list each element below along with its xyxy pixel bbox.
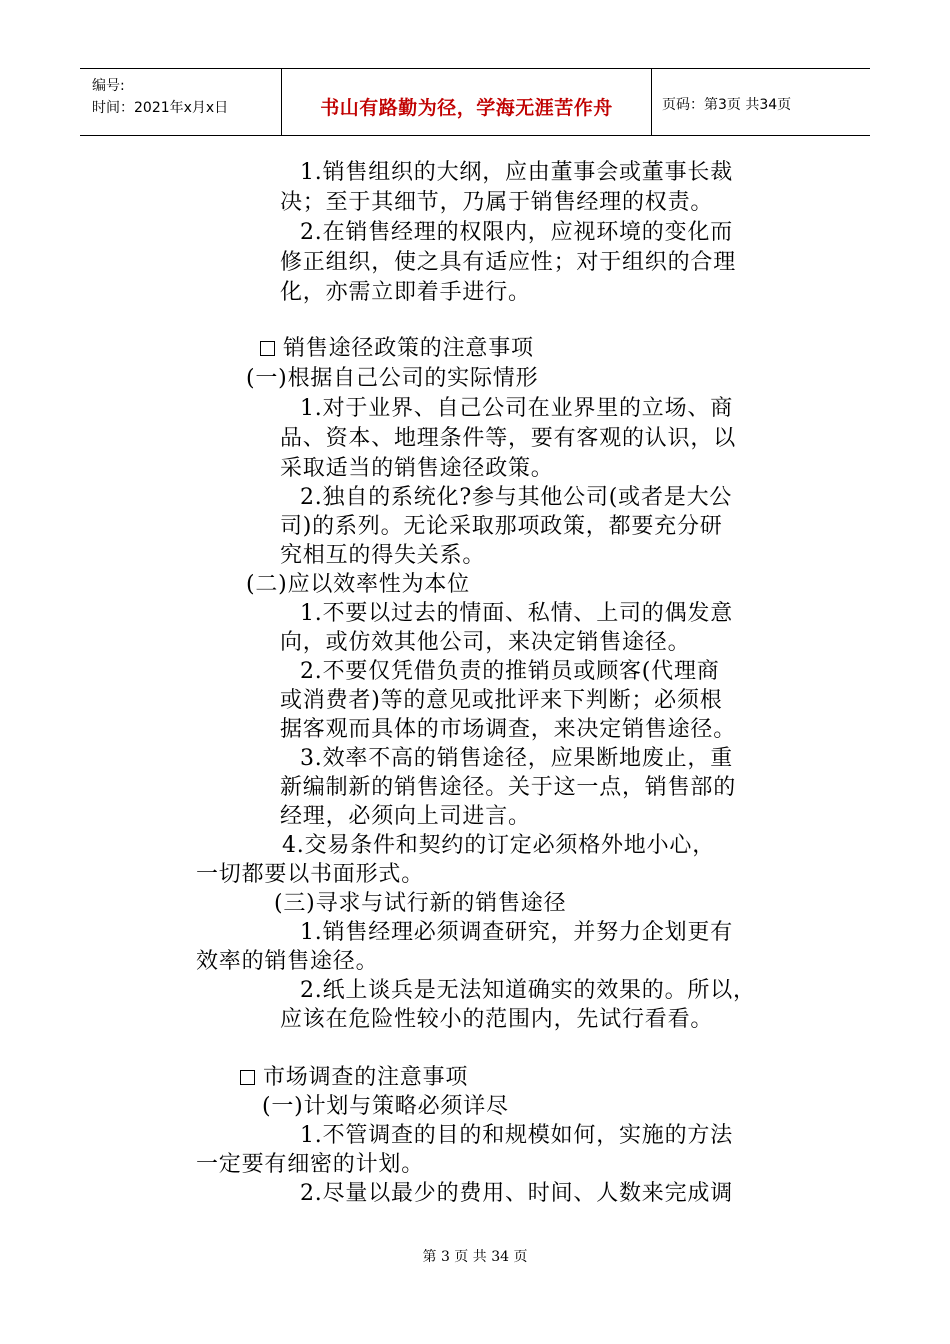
subsection-heading: (一)计划与策略必须详尽 — [262, 1094, 509, 1119]
body-line: 1.销售经理必须调查研究，并努力企划更有 — [300, 920, 733, 945]
body-line: 新编制新的销售途径。关于这一点，销售部的 — [280, 775, 737, 800]
section-heading-text: 市场调查的注意事项 — [263, 1065, 469, 1090]
header-motto-cell — [282, 69, 652, 135]
body-line: 修正组织，使之具有适应性；对于组织的合理 — [280, 250, 737, 275]
body-line: 一切都要以书面形式。 — [196, 862, 425, 887]
header-info-cell — [80, 69, 282, 135]
checkbox-square-icon — [260, 341, 275, 356]
page-number-info: 页码：第3页 共34页 — [662, 97, 792, 113]
section-heading — [240, 1063, 468, 1093]
body-line: 司)的系列。无论采取那项政策，都要充分研 — [280, 514, 723, 539]
body-line: 1.不要以过去的情面、私情、上司的偶发意 — [300, 601, 733, 626]
body-line: 究相互的得失关系。 — [280, 543, 486, 568]
body-line: 或消费者)等的意见或批评来下判断；必须根 — [280, 688, 723, 713]
body-line: 决；至于其细节，乃属于销售经理的权责。 — [280, 190, 714, 215]
motto-text: 书山有路勤为径，学海无涯苦作舟 — [320, 97, 613, 119]
body-line: 1.销售组织的大纲，应由董事会或董事长裁 — [300, 160, 733, 185]
body-line: 2.纸上谈兵是无法知道确实的效果的。所以， — [300, 978, 756, 1003]
subsection-heading: (一)根据自己公司的实际情形 — [246, 366, 539, 391]
header-page-cell — [652, 69, 870, 135]
section-heading-text: 销售途径政策的注意事项 — [283, 336, 534, 361]
body-line: 据客观而具体的市场调查，来决定销售途径。 — [280, 717, 737, 742]
section-heading — [260, 334, 534, 364]
subsection-heading: (三)寻求与试行新的销售途径 — [274, 891, 567, 916]
time-label: 时间：2021年x月x日 — [92, 100, 229, 116]
body-line: 经理，必须向上司进言。 — [280, 804, 531, 829]
serial-number-label: 编号: — [92, 78, 125, 94]
body-line: 3.效率不高的销售途径，应果断地废止，重 — [300, 746, 733, 771]
body-line: 1.不管调查的目的和规模如何，实施的方法 — [300, 1123, 733, 1148]
body-line: 品、资本、地理条件等，要有客观的认识，以 — [280, 426, 737, 451]
body-line: 向，或仿效其他公司，来决定销售途径。 — [280, 630, 691, 655]
subsection-heading: (二)应以效率性为本位 — [246, 572, 470, 597]
body-line: 应该在危险性较小的范围内，先试行看看。 — [280, 1007, 714, 1032]
body-line: 效率的销售途径。 — [196, 949, 379, 974]
body-line: 2.不要仅凭借负责的推销员或顾客(代理商 — [300, 659, 720, 684]
body-line: 2.尽量以最少的费用、时间、人数来完成调 — [300, 1181, 733, 1206]
body-line: 1.对于业界、自己公司在业界里的立场、商 — [300, 396, 733, 421]
body-line: 2.在销售经理的权限内，应视环境的变化而 — [300, 220, 733, 245]
body-line: 2.独自的系统化?参与其他公司(或者是大公 — [300, 485, 733, 510]
body-line: 一定要有细密的计划。 — [196, 1152, 425, 1177]
body-line: 采取适当的销售途径政策。 — [280, 456, 554, 481]
checkbox-square-icon — [240, 1070, 255, 1085]
body-line: 4.交易条件和契约的订定必须格外地小心， — [282, 833, 715, 858]
page-header — [80, 68, 870, 136]
page-footer: 第 3 页 共 34 页 — [422, 1249, 528, 1265]
body-line: 化，亦需立即着手进行。 — [280, 280, 531, 305]
